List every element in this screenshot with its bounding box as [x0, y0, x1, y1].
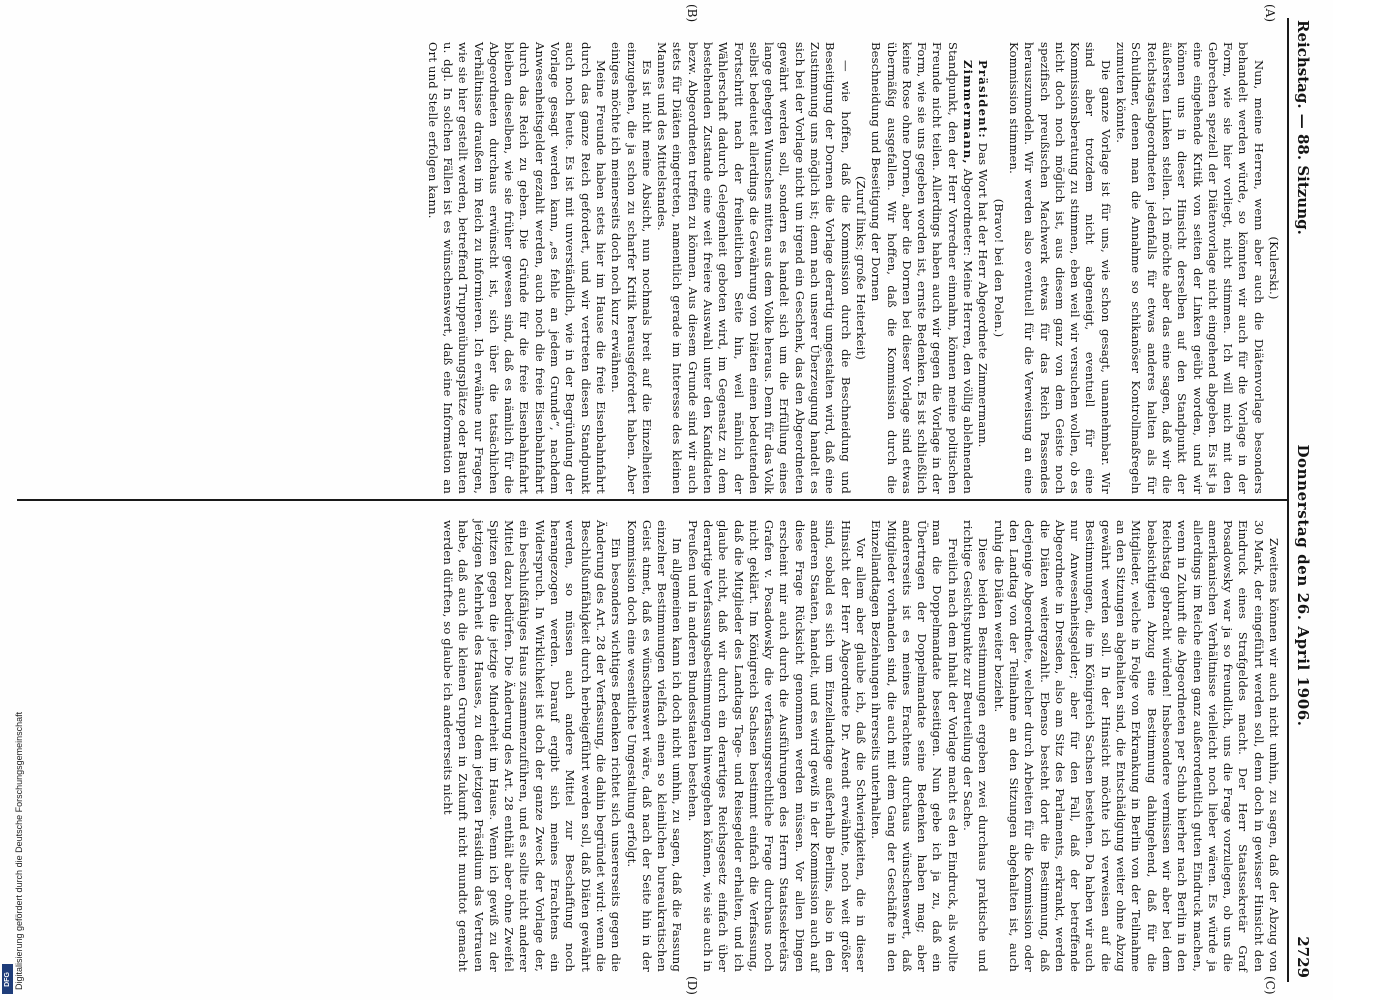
header-rule [1287, 18, 1289, 982]
interjection: (Bravo! bei den Polen.) [991, 198, 1006, 338]
header-left-title: Reichstag. — 88. Sitzung. [1294, 20, 1312, 235]
margin-marker-c: (C) [1263, 976, 1277, 995]
left-column [424, 42, 1281, 494]
speaker-name: Zimmermann, [961, 60, 976, 165]
page-header [1291, 20, 1315, 978]
margin-marker-a: (A) [1263, 4, 1277, 23]
speaker-continuation: (Kulerski.) [1267, 236, 1281, 300]
page-number: 2729 [1294, 936, 1312, 978]
paragraph: — wie hoffen, daß die Kommission durch die Beschneidung und Beseitigung der Dornen die Vorlage derartig umgestalten wird, daß eine Zustimmung uns möglich ist; denn nach unserer Überzeugung handelt es sich bei der Vorlage nicht um irgend ein Geschenk, das den Abgeordneten gewährt werden soll, sondern es handelt sich um die Erfüllung eines lange gehegten Wunsches mitten aus dem Volke heraus. Denn für das Volk selbst bedeutet allerdings die Gewährung von Diäten einen bedeutenden Fortschritt nach der freiheitlichen Seite hin, weil nämlich der Wählerschaft dadurch Gelegenheit geboten wird, im Gegensatz zu dem bestehenden Zustande eine weit freiere Auswahl unter den Kandidaten bezw. Abgeordneten treffen zu können. Aus diesem Grunde sind wir auch stets für Diäten eingetreten, namentlich gerade im Interesse des kleinen Mannes und des Mittelstandes. [655, 42, 853, 494]
paragraph-text: Abgeordneter: Meine Herren, den völlig ablehnenden Standpunkt, den der Herr Vorredner einnahm, können meine politischen Freunde nicht teilen. Allerdings haben auch wir gegen die Vorlage in der Form, wie sie uns gegeben worden ist, ernste Bedenken. Es ist schließlich keine Rose ohne Dornen, aber die Dornen bei dieser Vorlage sind etwas übermäßig ausgefallen. Wir hoffen, daß die Kommission durch die Beschneidung und Beseitigung der Dornen [869, 42, 976, 494]
paragraph: Zweitens können wir auch nicht umhin, zu sagen, daß der Abzug von 30 Mark, der eingeführt werden soll, denn doch in gewisser Hinsicht den Eindruck eines Strafgeldes macht. Der Herr Staatssekretär Graf Posadowsky war ja so freundlich, uns die Frage vorzulegen, ob uns die amerikanischen Verhältnisse vielleicht noch lieber wären. Es würde ja allerdings im Reiche einen ganz außerordentlich guten Eindruck machen, wenn in Zukunft die Abgeordneten per Schub hierher nach Berlin in den Reichstag gebracht würden! Insbesondere vermissen wir aber bei dem beabsichtigten Abzug eine Bestimmung dahingehend, daß für die Mitglieder, welche in Folge von Erkrankung in Berlin von der Teilnahme an den Sitzungen abgehalten sind, die Entschädigung weiter ohne Abzug gewährt werden soll. In der Hinsicht möchte ich verweisen auf die Bestimmungen, die im Königreich Sachsen bestehen. Da haben wir auch nur Anwesenheitsgelder; aber für den Fall, daß der betreffende Abgeordnete in Dresden, also am Sitz des Parlaments, erkrankt, werden die Diäten weitergezahlt. Ebenso besteht dort die Bestimmung, daß derjenige Abgeordnete, welcher durch Arbeiten für die Kommission oder den Landtag von der Teilnahme an den Sitzungen abgehalten ist, auch ruhig die Diäten weiter bezieht. [991, 520, 1281, 972]
digitization-credit: Digitalisierung gefördert durch die Deutsche Forschungsgemeinschaft [14, 711, 24, 990]
column-divider [17, 499, 1287, 501]
dfg-logo: DFG [2, 964, 13, 994]
right-column [440, 520, 1281, 972]
paragraph: Freilich nach dem Inhalt der Vorlage macht es den Eindruck, als wollte man die Doppelmandate beseitigen. Nun gebe ich ja zu, daß ein Übertragen der Doppelmandate seine Bedenken haben mag; aber andererseits ist es meines Erachtens durchaus wünschenswert, daß Mitglieder vorhanden sind, die auch mit dem Gang der Geschäfte in den Einzellandtagen Beziehungen ihrerseits unterhalten. [869, 520, 960, 972]
paragraph-text: Das Wort hat der Herr Abgeordnete Zimmermann. [976, 142, 991, 448]
paragraph: Nun, meine Herren, wenn aber auch die Diätenvorlage besonders behandelt werden würde, so könnten wir auch für die Vorlage in der Form, wie sie hier vorliegt, nicht stimmen. Ich will mich mit den Gebrechen speziell der Diätenvorlage nicht eingehend abgeben. Es ist ja eine eingehende Kritik von seiten der Linken geübt worden, und wir können uns in dieser Hinsicht derselben auf den Standpunkt der äußersten Linken stellen. Ich möchte aber das eine sagen, daß wir die Reichstagsabgeordneten jedenfalls für etwas anderes halten als für Schuldner, denen man die Annahme so schikanöser Kontrollmaßregeln zumuten könnte. [1114, 42, 1266, 494]
paragraph: Die ganze Vorlage ist für uns, wie schon gesagt, unannehmbar. Wir sind aber trotzdem nicht abgeneigt, eventuell für eine Kommissionsberatung zu stimmen, eben weil wir versuchen wollen, ob es nicht doch noch möglich ist, aus diesem ganz von dem Geiste noch spezifisch preußischen Machwerk etwas für das Reich Passendes herauszumodeln. Wir werden also eventuell für die Verweisung an eine Kommission stimmen. [1006, 42, 1113, 494]
paragraph: Ein besonders wichtiges Bedenken richtet sich unsererseits gegen die Änderung des Art. 28 der Verfassung, die dahin begründet wird: wenn die Beschlußunfähigkeit durch herbeigeführt werden soll, daß Diäten gewährt werden, so müssen auch andere Mittel zur Beschaffung noch herangezogen werden. Darauf ergibt sich meines Erachtens ein Widerspruch. In Wirklichkeit ist doch der ganze Zweck der Vorlage der, ein beschlußfähiges Haus zusammenzuführen, und es sollte nicht anderer Mittel dazu bedürfen. Die Änderung des Art. 28 enthält aber ohne Zweifel Spitzen gegen die jetzige Minderheit im Hause. Wenn ich gewiß zu der jetzigen Mehrheit des Hauses, zu dem jetzigen Präsidium das Vertrauen habe, daß auch die kleinen Gruppen in Zukunft nicht mundtot gemacht werden dürften, so glaube ich andererseits nicht [440, 520, 624, 972]
paragraph: Vor allem aber glaube ich, daß die Schwierigkeiten, die in dieser Hinsicht der Herr Abgeordnete Dr. Arendt erwähnte, noch weit größer sind, sobald es sich um Einzellandtage außerhalb Berlins, also in den anderen Staaten, handelt, und es wird gewiß in der Kommission auch auf diese Frage Rücksicht genommen werden müssen. Vor allen Dingen erscheint mir auch durch die Ausführungen des Herrn Staatssekretärs Grafen v. Posadowsky die verfassungsrechtliche Frage durchaus noch nicht geklärt. Im Königreich Sachsen bestimmt einfach die Verfassung, daß die Mitglieder des Landtags Tage- und Reisegelder erhalten, und ich glaube nicht, daß wir durch ein derartiges Reichsgesetz einfach über derartige Verfassungsbestimmungen hinweggehen können, wie sie auch in Preußen und in anderen Bundesstaaten bestehen. [685, 520, 868, 972]
paragraph: Diese beiden Bestimmungen ergeben zwei durchaus praktische und richtige Gesichtspunkte zur Beurteilung der Sache. [961, 520, 991, 972]
paragraph: Es ist nicht meine Absicht, nun nochmals breit auf die Einzelheiten einzugehen, die ja schon zu scharfer Kritik herausgefordert haben. Aber einiges möchte ich meinerseits doch noch kurz erwähnen. [609, 42, 654, 494]
interjection: (Zuruf links; große Heiterkeit) [853, 176, 868, 360]
header-date: Donnerstag den 26. April 1906. [1294, 444, 1312, 727]
margin-marker-d: (D) [685, 976, 699, 995]
paragraph: Meine Freunde haben stets hier im Hause die freie Eisenbahnfahrt durch das ganze Reich gefordert, und wir vertreten diesen Standpunkt auch noch heute. Es ist mit unverständlich, wie in der Begründung der Vorlage gesagt werden kann, „es fehle an jedem Grunde“, nachdem Anwesenheitsgelder gezahlt werden, auch noch die freie Eisenbahnfahrt durch das Reich zu geben. Die Gründe für die freie Eisenbahnfahrt bleiben dieselben, wie sie früher gewesen sind, daß es nämlich für die Abgeordneten durchaus erwünscht ist, sich über die tatsächlichen Verhältnisse draußen im Reich zu informieren. Ich erwähne nur Fragen, wie sie hier gestellt werden, betreffend Truppenübungsplätze oder Bauten u. dgl. In solchen Fällen ist es wünschenswert, daß eine Information an Ort und Stelle erfolgen kann. [425, 42, 608, 494]
speaker-name: Präsident: [976, 60, 991, 139]
paragraph: Im allgemeinen kann ich doch nicht umhin, zu sagen, daß die Fassung einzelner Bestimmungen vielfach einen so kleinlichen bureaukratischen Geist atmet, daß es wünschenswert wäre, daß nach der Seite hin in der Kommission doch eine wesentliche Umgestaltung erfolgt. [624, 520, 685, 972]
margin-marker-b: (B) [685, 4, 699, 23]
paragraph [975, 42, 990, 494]
paragraph [868, 42, 975, 494]
